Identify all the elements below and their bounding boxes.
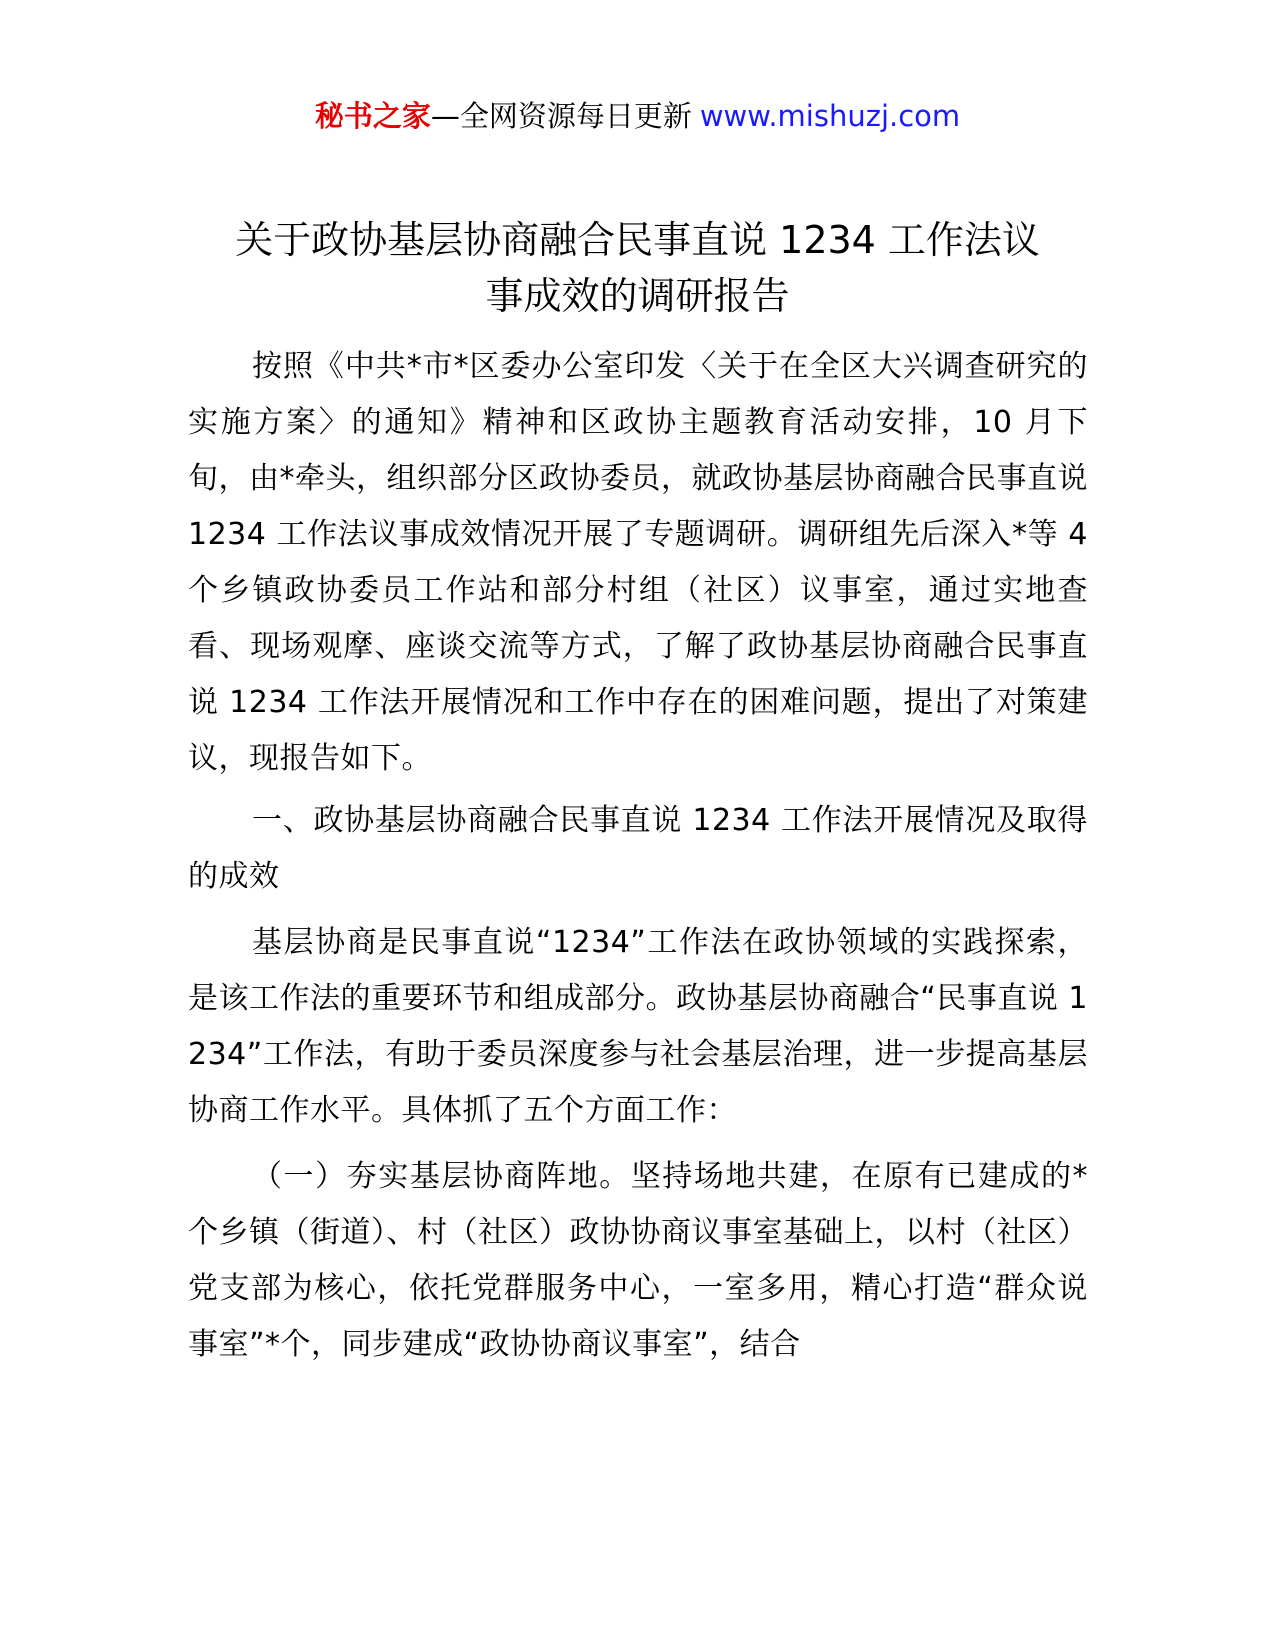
paragraph-text: 基层协商是民事直说“1234”工作法在政协领域的实践探索，是该工作法的重要环节和组成部分。政协基层协商融合“民事直说 1234”工作法，有助于委员深度参与社会基层治理，进一步提高基层协商工作水平。具体抓了五个方面工作： bbox=[188, 925, 1088, 1128]
paragraph-text: 按照《中共*市*区委办公室印发〈关于在全区大兴调查研究的实施方案〉的通知》精神和区政协主题教育活动安排，10 月下旬，由*牵头，组织部分区政协委员，就政协基层协商融合民事直说 1234 工作法议事成效情况开展了专题调研。调研组先后深入*等 4 个乡镇政协委员工作站和部分村组（社区）议事室，通过实地查看、现场观摩、座谈交流等方式，了解了政协基层协商融合民事直说 1234 工作法开展情况和工作中存在的困难问题，提出了对策建议，现报告如下。 bbox=[188, 349, 1088, 776]
body-paragraph-intro bbox=[188, 339, 1088, 787]
body-paragraph-item-1 bbox=[188, 1149, 1088, 1373]
section-heading-text: 一、政协基层协商融合民事直说 1234 工作法开展情况及取得的成效 bbox=[188, 803, 1088, 894]
document-title-line-2: 事成效的调研报告 bbox=[485, 274, 790, 318]
site-brand: 秘书之家 bbox=[314, 99, 431, 133]
document-title bbox=[150, 212, 1125, 324]
paragraph-text: （一）夯实基层协商阵地。坚持场地共建，在原有已建成的*个乡镇（街道）、村（社区）政协协商议事室基础上，以村（社区）党支部为核心，依托党群服务中心，一室多用，精心打造“群众说事室”*个，同步建成“政协协商议事室”，结合 bbox=[188, 1159, 1088, 1362]
body-section-heading bbox=[188, 793, 1088, 905]
document-title-line-1: 关于政协基层协商融合民事直说 1234 工作法议 bbox=[235, 218, 1040, 262]
site-url-link[interactable]: www.mishuzj.com bbox=[699, 99, 961, 133]
body-paragraph-overview bbox=[188, 915, 1088, 1139]
site-header bbox=[0, 96, 1275, 136]
site-tagline: —全网资源每日更新 bbox=[430, 99, 692, 133]
